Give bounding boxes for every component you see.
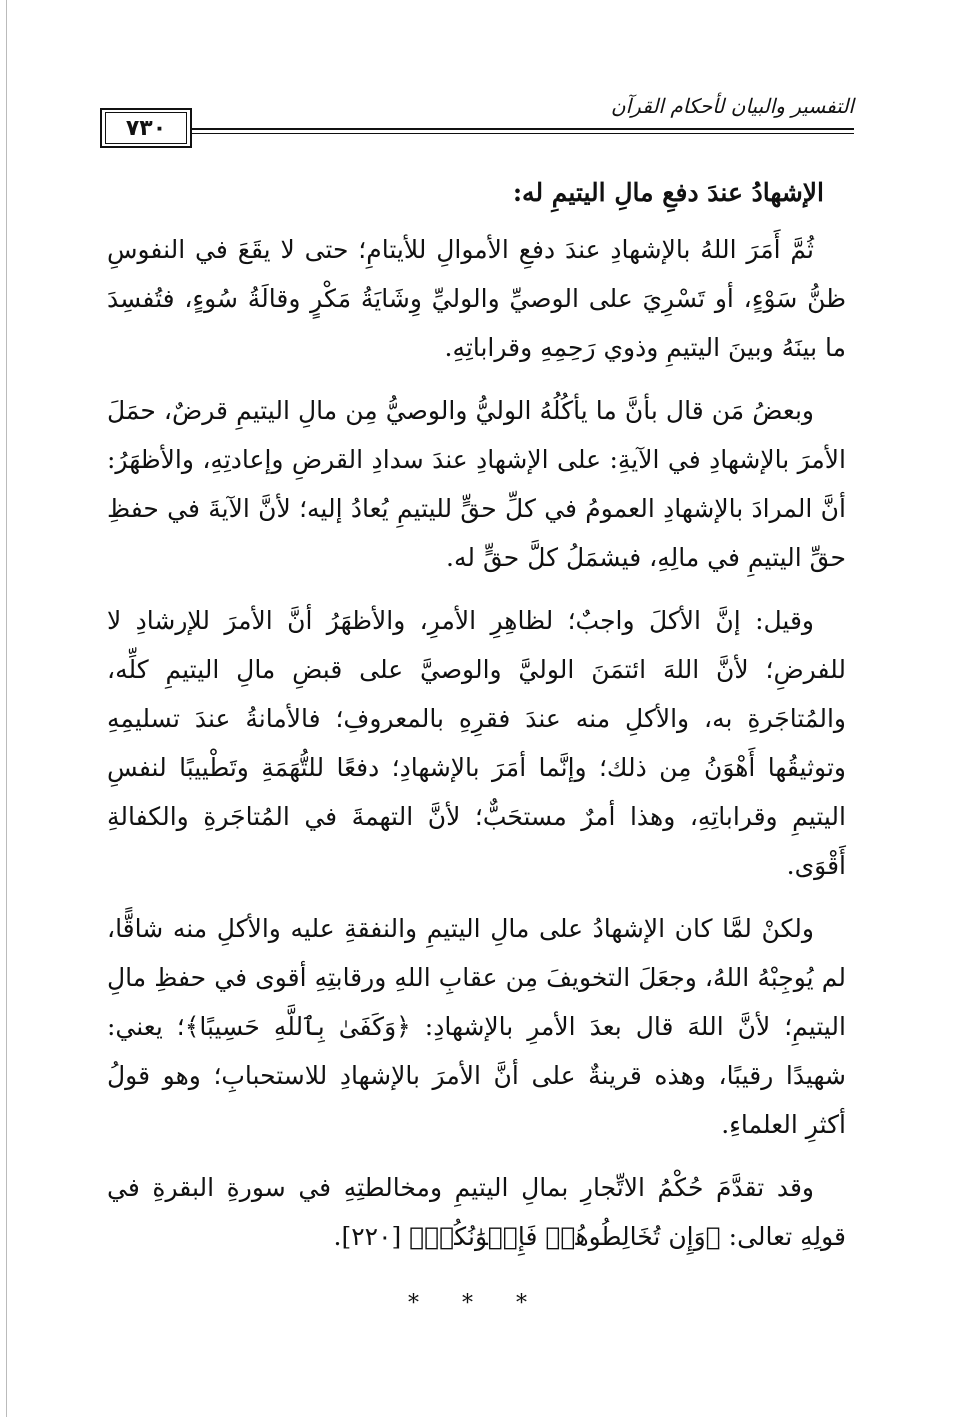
page-header bbox=[100, 90, 854, 150]
section-divider: * * * bbox=[408, 1291, 545, 1316]
page-body bbox=[107, 168, 846, 1328]
header-rule bbox=[100, 128, 854, 130]
running-book-title: التفسير والبيان لأحكام القرآن bbox=[601, 94, 854, 118]
paragraph: وقيل: إنَّ الأكلَ واجبٌ؛ لظاهِرِ الأمرِ، والأظهَرُ أنَّ الأمرَ للإرشادِ لا للفرضِ؛ لأنَّ اللهَ ائتمَنَ الوليَّ والوصيَّ على قبضِ مالِ اليتيمِ كلِّه، والمُتاجَرةِ به، والأكلِ منه عندَ فقرِهِ بالمعروفِ؛ فالأمانةُ عندَ تسليمِهِ وتوثيقُها أَهْوَنُ مِن ذلك؛ وإنَّما أمَرَ بالإشهادِ؛ دفعًا للتُّهَمَةِ وتَطْييبًا لنفسِ اليتيمِ وقراباتِهِ، وهذا أمرٌ مستحَبٌّ؛ لأنَّ التهمةَ في المُتاجَرةِ والكفالةِ أَقْوَى. bbox=[107, 606, 846, 880]
paragraph: وقد تقدَّمَ حُكْمُ الاتِّجارِ بمالِ اليتيمِ ومخالطتِهِ في سورةِ البقرةِ في قولِهِ تعالى: ﴿وَإِن تُخَالِطُوهُمۡ فَإِخۡوَٰنُكُمۡ﴾ [٢٢٠]. bbox=[107, 1173, 846, 1251]
paragraph: وبعضُ مَن قال بأنَّ ما يأكُلُهُ الوليُّ والوصيُّ مِن مالِ اليتيمِ قرضٌ، حمَلَ الأمرَ بالإشهادِ في الآيةِ: على الإشهادِ عندَ سدادِ القرضِ وإعادتِهِ، والأظهَرُ: أنَّ المرادَ بالإشهادِ العمومُ في كلِّ حقٍّ لليتيمِ يُعادُ إليه؛ لأنَّ الآيةَ في حفظِ حقِّ اليتيمِ في مالِهِ، فيشمَلُ كلَّ حقٍّ له. bbox=[107, 396, 846, 572]
paragraph: ثُمَّ أَمَرَ اللهُ بالإشهادِ عندَ دفعِ الأموالِ للأيتامِ؛ حتى لا يقَعَ في النفوسِ ظنُّ سَوْءٍ، أو تَسْرِيَ على الوصيِّ والوليِّ وِشَايَةُ مَكْرٍ وقالَةُ سُوءٍ، فتُفسِدَ ما بينَهُ وبينَ اليتيمِ وذوي رَحِمِهِ وقراباتِهِ. bbox=[107, 235, 846, 362]
paragraph: ولكنْ لمَّا كان الإشهادُ على مالِ اليتيمِ والنفقةِ عليه والأكلِ منه شاقًّا، لم يُوجِبْهُ اللهُ، وجعَلَ التخويفَ مِن عقابِ اللهِ ورقابتِهِ أقوى في حفظِ مالِ اليتيمِ؛ لأنَّ اللهَ قال بعدَ الأمرِ بالإشهادِ: ﴿وَكَفَىٰ بِٱللَّهِ حَسِيبًا﴾؛ يعني: شهيدًا رقيبًا، وهذه قرينةٌ على أنَّ الأمرَ بالإشهادِ للاستحبابِ؛ وهو قولُ أكثرِ العلماءِ. bbox=[107, 914, 846, 1139]
section-heading: الإشهادُ عندَ دفعِ مالِ اليتيمِ له: bbox=[512, 178, 824, 207]
page-number-frame bbox=[100, 108, 192, 148]
header-rule-thin bbox=[100, 133, 854, 134]
page-number: ٧٣٠ bbox=[105, 112, 187, 144]
scan-margin-line bbox=[6, 0, 7, 1417]
